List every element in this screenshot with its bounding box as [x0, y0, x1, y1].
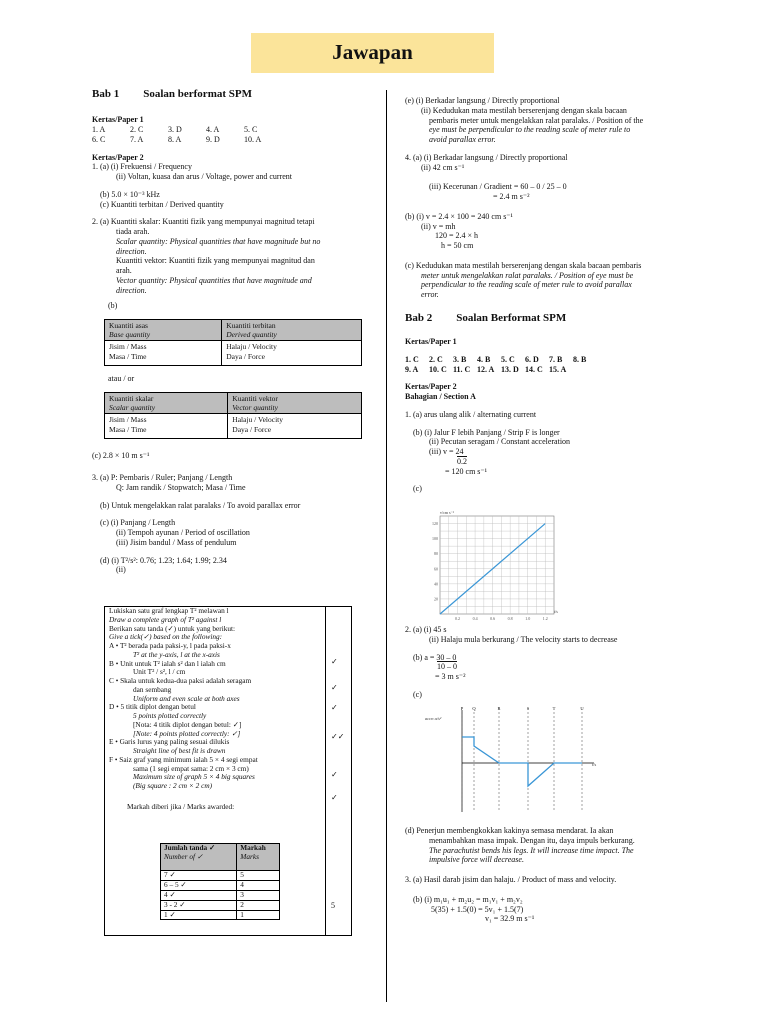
answer-line: = 2.4 m s⁻²	[493, 192, 530, 201]
answer-line: meter untuk mengelakkan ralat paralaks. / Position of eye must be	[421, 270, 634, 280]
answer-line: eye must be perpendicular to the reading scale of meter rule to	[429, 125, 631, 135]
answer-line: (ii) 42 cm s⁻¹	[421, 162, 465, 172]
mcq-item: 9. D	[206, 134, 220, 144]
criteria-line: T² at the y-axis, l at the x-axis	[133, 649, 220, 659]
criteria-line: Straight line of best fit is drawn	[133, 746, 226, 755]
kertas1-label: Kertas/Paper 1	[92, 115, 144, 125]
answer-line: tiada arah.	[116, 227, 150, 237]
answer-line: 5(35) + 1.5(0) = 5v₁ + 1.5(7)	[431, 904, 524, 914]
mcq-item: 3. B	[453, 354, 467, 364]
y-tick-label: 20	[434, 596, 438, 602]
answer-line: 1. (a) arus ulang alik / alternating current	[405, 409, 537, 419]
criteria-box	[104, 606, 352, 936]
table-header: Kuantiti terbitan	[226, 321, 276, 331]
answer-line: (b) (i) Jalur F lebih Panjang / Strip F is longer	[413, 427, 560, 437]
mcq-item: 5. C	[244, 125, 258, 135]
criteria-line: B • Unit untuk T² ialah s² dan l ialah cm	[109, 658, 226, 668]
mcq-item: 6. D	[525, 354, 539, 364]
tick-mark: ✓✓	[331, 732, 345, 741]
criteria-line: F • Saiz graf yang minimum ialah 5 × 4 segi empat	[109, 754, 258, 764]
answer-line: (c)	[413, 484, 422, 494]
q3-answer	[92, 473, 364, 575]
table-cell: 1 ✓	[161, 910, 237, 920]
mcq-item: 4. B	[477, 354, 491, 364]
mcq-item: 11. C	[453, 364, 471, 374]
q1-answer	[92, 162, 364, 209]
answer-line: 4. (a) (i) Berkadar langsung / Directly proportional	[405, 152, 568, 162]
answer-line: Vector quantity: Physical quantities that have magnitude and	[116, 275, 312, 285]
answer-line: v₁ = 32.9 m s⁻¹	[485, 914, 535, 924]
acceleration-line	[462, 737, 582, 786]
y-axis-label: v/cm s⁻¹	[440, 510, 454, 515]
mcq-item: 2. C	[130, 125, 144, 135]
point-label: P	[460, 706, 464, 711]
bab2-heading: Bab 2 Soalan Berformat SPM	[405, 311, 567, 324]
table-header: Marks	[240, 851, 259, 861]
q4-answer	[405, 153, 690, 300]
table-cell: Halaju / Velocity	[226, 342, 277, 352]
answer-line: 1. (a) (i) Frekuensi / Frequency	[92, 162, 192, 172]
point-label: R	[497, 706, 501, 711]
criteria-line: dan sembang	[133, 684, 172, 694]
point-markers	[461, 706, 585, 812]
total-marks: 5	[331, 901, 335, 910]
tick-mark: ✓	[331, 683, 338, 692]
point-label: T	[552, 706, 556, 711]
answer-line: (ii)	[116, 565, 126, 575]
table-cell: 2	[237, 900, 280, 910]
table-cell: Daya / Force	[226, 351, 265, 361]
tick-mark: ✓	[331, 703, 338, 712]
answer-line: h = 50 cm	[441, 241, 474, 250]
answer-line: Q: Jam randik / Stopwatch; Masa / Time	[116, 482, 246, 492]
answer-line: (b) 5.0 × 10⁻³ kHz	[100, 189, 160, 199]
bab1-heading: Bab 1 Soalan berformat SPM	[92, 88, 252, 100]
mcq-answers-bab2	[405, 355, 690, 375]
answer-line: 2. (a) Kuantiti skalar: Kuantiti fizik yang mempunyai magnitud tetapi	[92, 217, 315, 227]
answer-line: direction.	[116, 285, 147, 295]
quantity-table-1	[104, 319, 362, 366]
x-axis-label: t/s	[592, 762, 597, 767]
criteria-line: Markah diberi jika / Marks awarded:	[127, 801, 235, 811]
mcq-item: 7. B	[549, 354, 563, 364]
mcq-item: 13. D	[501, 364, 519, 374]
answer-line: error.	[421, 290, 439, 299]
acceleration-time-graph	[424, 704, 604, 819]
answer-line: (c) 2.8 × 10 m s⁻¹	[92, 451, 150, 461]
mcq-item: 4. A	[206, 125, 220, 135]
x-ticks	[455, 616, 548, 621]
answer-line: (iii) Kecerunan / Gradient = 60 – 0 / 25 – 0	[429, 182, 567, 192]
answer-line: Kuantiti vektor: Kuantiti fizik yang mempunyai magnitud dan	[116, 256, 315, 266]
criteria-line: Give a tick(✓) based on the following:	[109, 632, 223, 642]
y-ticks	[432, 521, 438, 601]
tick-mark: ✓	[331, 770, 338, 779]
criteria-line: Maximum size of graph 5 × 4 big squares	[133, 772, 255, 782]
answer-line: pembaris meter untuk mengelakkan ralat paralaks. / Position of the	[429, 115, 644, 125]
table-header: Markah	[240, 843, 266, 852]
criteria-line: (Big square : 2 cm × 2 cm)	[133, 781, 213, 790]
table-cell: 3 - 2 ✓	[161, 900, 237, 910]
left-column	[92, 88, 364, 575]
answer-line: 2. (a) (i) 45 s	[405, 625, 447, 634]
mcq-item: 10. C	[429, 364, 447, 374]
q2-answer	[92, 217, 364, 311]
table-header: Base quantity	[109, 330, 151, 340]
y-tick-label: 120	[432, 521, 438, 527]
answer-line: (ii) Kedudukan mata mestilah berserenjang dengan skala bacaan	[421, 105, 627, 115]
kertas2-label: Kertas/Paper 2	[92, 152, 144, 162]
criteria-line: Unit T² / s², l / cm	[133, 667, 186, 677]
answer-line: (b) (i) m₁u₁ + m₂u₂ = m₁v₁ + m₂v₂	[413, 894, 523, 904]
answer-line: (ii) Halaju mula berkurang / The velocity starts to decrease	[429, 634, 618, 644]
y-tick-label: 80	[434, 551, 438, 557]
answer-line: (ii) Pecutan seragam / Constant acceleration	[429, 437, 571, 447]
point-label: S	[526, 706, 530, 711]
mcq-item: 9. A	[405, 364, 419, 374]
criteria-line: A • T² berada pada paksi-y, l pada paksi-x	[109, 641, 231, 650]
page-title: Jawapan	[332, 40, 413, 65]
answer-line: perpendicular to the reading scale of meter rule to avoid parallax	[421, 280, 632, 290]
table-cell: Halaju / Velocity	[232, 415, 283, 425]
answer-line: Scalar quantity: Physical quantities that have magnitude but no	[116, 236, 321, 246]
answer-line: (c)	[413, 689, 422, 699]
table-cell: 1	[237, 910, 280, 920]
mcq-item: 15. A	[549, 364, 567, 374]
answer-line: (c) (i) Panjang / Length	[100, 518, 176, 528]
table-header: Derived quantity	[226, 330, 277, 340]
mcq-item: 8. A	[168, 134, 182, 144]
answer-line: (b)	[108, 301, 118, 311]
table-header: Kuantiti vektor	[232, 394, 278, 404]
y-tick-label: 40	[434, 581, 438, 587]
answer-line: (b) (i) v = 2.4 × 100 = 240 cm s⁻¹	[405, 211, 513, 221]
mcq-item: 1. C	[405, 354, 419, 364]
answer-line: (ii) Voltan, kuasa dan arus / Voltage, power and current	[116, 172, 293, 182]
answer-line: = 3 m s⁻²	[435, 672, 466, 681]
criteria-line: Lukiskan satu graf lengkap T² melawan l	[109, 606, 229, 615]
answer-line: menambahkan masa impak. Dengan itu, daya impuls berkurang.	[429, 835, 635, 845]
x-tick-label: 1.0	[525, 616, 531, 621]
answer-line: 3. (a) P: Pembaris / Ruler; Panjang / Length	[92, 473, 233, 483]
mcq-answers-bab1	[92, 125, 364, 145]
mcq-item: 6. C	[92, 134, 106, 144]
table-cell: 4 ✓	[161, 890, 237, 900]
column-divider	[386, 90, 387, 1002]
criteria-line: sama (1 segi empat sama: 2 cm × 3 cm)	[133, 763, 249, 773]
answer-line: 10 – 0	[437, 662, 457, 672]
kertas2-label: Kertas/Paper 2	[405, 382, 457, 392]
bab2-q2d-answer	[405, 826, 695, 924]
x-tick-label: 1.2	[542, 616, 548, 621]
mcq-item: 1. A	[92, 125, 106, 135]
answer-line: (c) Kuantiti terbitan / Derived quantity	[100, 199, 224, 209]
answer-line: (iii) v = 24	[429, 447, 464, 457]
x-tick-label: 0.4	[472, 616, 478, 621]
tick-mark: ✓	[331, 657, 338, 666]
y-axis-label: accn a/s²	[425, 716, 442, 721]
kertas1-label: Kertas/Paper 1	[405, 337, 457, 347]
x-tick-label: 0.8	[507, 616, 513, 621]
quantity-table-2	[104, 392, 362, 439]
velocity-time-graph	[420, 508, 560, 623]
mcq-item: 7. A	[130, 134, 144, 144]
answer-line: (ii) v = mh	[421, 221, 456, 231]
answer-line: arah.	[116, 266, 132, 276]
q3e-answer	[405, 96, 690, 145]
table-cell: Jisim / Mass	[109, 415, 147, 425]
table-cell: Jisim / Mass	[109, 342, 147, 352]
answer-line: = 120 cm s⁻¹	[445, 466, 488, 476]
mcq-item: 3. D	[168, 125, 182, 135]
mcq-item: 14. C	[525, 364, 543, 374]
table-cell: 7 ✓	[161, 871, 237, 881]
or-label: atau / or	[108, 374, 135, 384]
answer-line: (d) Penerjun membengkokkan kakinya semasa mendarat. Ia akan	[405, 826, 614, 835]
criteria-divider	[325, 607, 326, 935]
section-label: Bahagian / Section A	[405, 392, 476, 402]
x-axis-label: t/s	[554, 609, 558, 614]
mcq-item: 12. A	[477, 364, 495, 374]
answer-banner	[251, 33, 494, 73]
y-tick-label: 60	[434, 566, 438, 572]
criteria-line: Draw a complete graph of T² against l	[109, 614, 222, 624]
criteria-text	[109, 607, 319, 812]
table-cell: Daya / Force	[232, 424, 272, 434]
answer-line: (b) a = 30 – 0	[413, 652, 457, 662]
table-header: Kuantiti skalar	[109, 394, 154, 404]
marks-table	[160, 843, 280, 920]
bab2-q1-answer	[405, 410, 690, 494]
tick-mark: ✓	[331, 793, 338, 802]
answer-line: (iii) Jisim bandul / Mass of pendulum	[116, 537, 237, 547]
criteria-line: [Nota: 4 titik diplot dengan betul: ✓]	[133, 719, 242, 729]
criteria-line: Uniform and even scale at both axes	[133, 693, 240, 703]
criteria-line: E • Garis lurus yang paling sesuai dilukis	[109, 737, 230, 747]
table-header: Kuantiti asas	[109, 321, 148, 331]
x-tick-label: 0.6	[490, 616, 496, 621]
table-header: Scalar quantity	[109, 403, 156, 413]
criteria-line: Berikan satu tanda (✓) untuk yang berikut:	[109, 623, 236, 633]
mcq-item: 8. B	[573, 354, 587, 364]
answer-line: 0.2	[457, 456, 467, 466]
answer-line: The parachutist bends his legs. It will increase time impact. The	[429, 845, 634, 855]
x-tick-label: 0.2	[455, 616, 461, 621]
table-header: Vector quantity	[232, 403, 278, 413]
answer-line: 3. (a) Hasil darab jisim dan halaju. / Product of mass and velocity.	[405, 875, 617, 884]
table-cell: 6 – 5 ✓	[161, 880, 237, 890]
criteria-line: [Note: 4 points plotted correctly: ✓]	[133, 728, 241, 738]
criteria-line: 5 points plotted correctly	[133, 711, 207, 720]
answer-line: impulsive force will decrease.	[429, 855, 524, 865]
mcq-item: 2. C	[429, 354, 443, 364]
table-header: Number of ✓	[164, 851, 203, 861]
answer-line: (c) Kedudukan mata mestilah berserenjang dengan skala bacaan pembaris	[405, 260, 642, 270]
answer-line: direction.	[116, 246, 147, 256]
table-cell: 5	[237, 871, 280, 881]
mcq-item: 10. A	[244, 134, 262, 144]
answer-line: (b) Untuk mengelakkan ralat paralaks / To avoid parallax error	[100, 500, 301, 510]
point-label: Q	[472, 706, 476, 711]
bab2-q2-answer	[405, 625, 690, 700]
answer-line: avoid parallax error.	[429, 135, 496, 144]
answer-line: (d) (i) T²/s²: 0.76; 1.23; 1.64; 1.99; 2.34	[100, 555, 227, 565]
answer-line: 120 = 2.4 × h	[435, 231, 479, 241]
y-tick-label: 100	[432, 536, 438, 542]
table-cell: Masa / Time	[109, 424, 147, 434]
point-label: U	[580, 706, 584, 711]
mcq-item: 5. C	[501, 354, 515, 364]
criteria-line: C • Skala untuk kedua-dua paksi adalah seragam	[109, 676, 252, 685]
answer-line: (ii) Tempoh ayunan / Period of oscillation	[116, 528, 250, 538]
table-cell: Masa / Time	[109, 351, 147, 361]
table-header: Jumlah tanda ✓	[164, 843, 216, 852]
table-cell: 3	[237, 890, 280, 900]
criteria-line: D • 5 titik diplot dengan betul	[109, 702, 196, 712]
right-column	[405, 96, 690, 494]
answer-line: (e) (i) Berkadar langsung / Directly proportional	[405, 96, 560, 105]
table-cell: 4	[237, 880, 280, 890]
